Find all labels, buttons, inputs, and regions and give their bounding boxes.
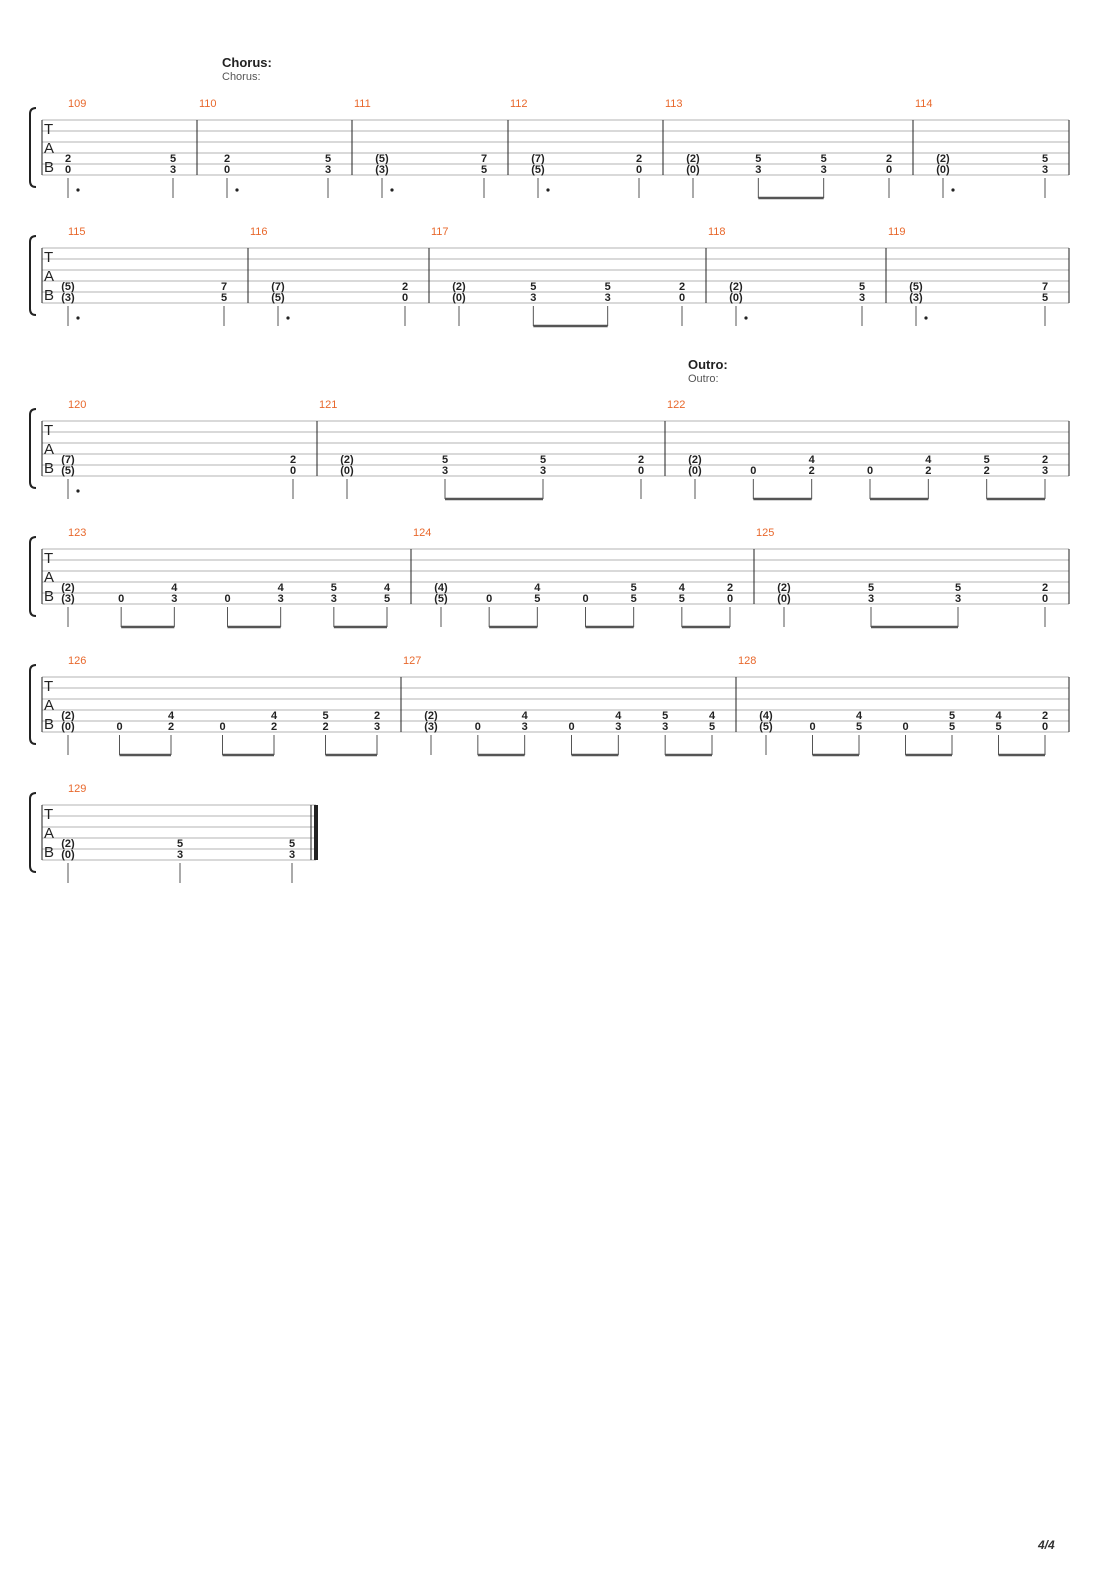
dot [286,316,289,319]
fret-number: 4 [383,582,391,594]
fret-number: 0 [726,593,734,605]
section-title-outro: Outro: [688,357,728,372]
fret-number: 3 [867,593,875,605]
dot [76,188,79,191]
fret-number: 3 [539,465,547,477]
system-bracket [30,793,36,872]
fret-number: (0) [688,465,702,477]
tab-clef-letter: T [44,121,54,138]
measure-number: 122 [667,399,686,411]
fret-number: 3 [615,721,622,733]
tab-clef-letter: T [44,249,54,266]
fret-number: (2) [340,454,354,466]
tab-clef-letter: B [44,588,55,605]
fret-number: 2 [289,454,297,466]
fret-number: 4 [995,710,1002,722]
fret-number: 3 [530,292,537,304]
fret-number: 4 [855,710,863,722]
fret-number: 0 [1041,593,1049,605]
fret-number: (0) [61,721,75,733]
fret-number: 5 [220,292,228,304]
fret-number: 5 [169,153,177,165]
measure-number: 127 [403,655,422,667]
fret-number: 3 [1041,465,1049,477]
tab-clef-letter: B [44,716,55,733]
fret-number: 5 [630,593,637,605]
fret-number: 7 [1041,281,1049,293]
fret-number: 2 [925,465,932,477]
fret-number: 4 [925,454,932,466]
fret-number: 5 [855,721,863,733]
fret-number: 4 [534,582,541,594]
fret-number: 5 [480,164,488,176]
fret-number: 0 [289,465,297,477]
fret-number: (2) [688,454,702,466]
fret-number: 5 [530,281,537,293]
fret-number: 2 [322,721,329,733]
fret-number: 2 [270,721,278,733]
fret-number: 5 [1041,292,1049,304]
measure-number: 115 [68,226,86,238]
fret-number: 3 [521,721,528,733]
fret-number: 0 [474,721,481,733]
fret-number: 2 [678,281,686,293]
measure-number: 118 [708,226,726,238]
fret-number: (5) [531,164,545,176]
fret-number: (2) [777,582,791,594]
fret-number: 3 [441,465,449,477]
tab-clef-letter: A [44,140,55,157]
fret-number: 5 [324,153,332,165]
fret-number: 5 [441,454,449,466]
fret-number: 5 [867,582,875,594]
fret-number: 4 [678,582,685,594]
fret-number: 0 [223,164,231,176]
fret-number: (0) [729,292,743,304]
fret-number: 2 [726,582,734,594]
fret-number: 5 [604,281,611,293]
tab-clef-letter: A [44,825,55,842]
fret-number: 4 [615,710,622,722]
fret-number: 5 [948,710,956,722]
fret-number: 2 [1041,710,1049,722]
fret-number: 0 [219,721,226,733]
tab-clef-letter: A [44,697,55,714]
fret-number: 5 [662,710,669,722]
tab-clef-letter: T [44,806,54,823]
measure-number: 116 [250,226,268,238]
tab-clef-letter: T [44,678,54,695]
section-subtitle-chorus: Chorus: [222,71,261,83]
measure-number: 126 [68,655,87,667]
fret-number: 4 [808,454,815,466]
fret-number: 0 [885,164,893,176]
section-subtitle-outro: Outro: [688,373,719,385]
fret-number: (2) [61,710,75,722]
measure-number: 112 [510,98,528,110]
fret-number: 2 [167,721,175,733]
fret-number: 0 [866,465,874,477]
fret-number: 2 [808,465,815,477]
measure-number: 125 [756,527,775,539]
measure-number: 124 [413,527,432,539]
fret-number: (2) [686,153,700,165]
dot [76,489,79,492]
fret-number: 0 [635,164,643,176]
fret-number: 5 [539,454,547,466]
fret-number: (7) [271,281,285,293]
tab-clef-letter: T [44,422,54,439]
fret-number: 0 [678,292,686,304]
dot [546,188,549,191]
fret-number: (3) [61,292,75,304]
fret-number: 2 [223,153,231,165]
fret-number: 3 [604,292,611,304]
tab-clef-letter: A [44,441,55,458]
fret-number: 0 [582,593,589,605]
page-number: 4/4 [1038,1538,1055,1552]
fret-number: 2 [983,465,990,477]
system-bracket [30,236,36,315]
fret-number: 0 [1041,721,1049,733]
system-bracket [30,409,36,488]
fret-number: 5 [288,838,296,850]
fret-number: 0 [486,593,493,605]
fret-number: (3) [424,721,438,733]
fret-number: 5 [858,281,866,293]
dot [744,316,747,319]
fret-number: 3 [1041,164,1049,176]
system-bracket [30,537,36,616]
tab-clef-letter: B [44,159,55,176]
fret-number: 4 [167,710,175,722]
tab-clef-letter: B [44,460,55,477]
fret-number: 5 [322,710,329,722]
measure-number: 119 [888,226,906,238]
fret-number: 3 [176,849,184,861]
fret-number: (3) [61,593,75,605]
measure-number: 123 [68,527,87,539]
fret-number: 5 [954,582,962,594]
measure-number: 113 [665,98,683,110]
fret-number: 3 [324,164,332,176]
fret-number: 0 [637,465,645,477]
fret-number: (0) [452,292,466,304]
fret-number: (0) [777,593,791,605]
fret-number: 5 [995,721,1002,733]
fret-number: 3 [277,593,284,605]
fret-number: (2) [424,710,438,722]
fret-number: 5 [708,721,716,733]
fret-number: 0 [401,292,409,304]
fret-number: 3 [662,721,669,733]
system-bracket [30,665,36,744]
fret-number: 2 [64,153,72,165]
fret-number: (3) [909,292,923,304]
measure-number: 109 [68,98,87,110]
fret-number: (2) [61,582,75,594]
fret-number: 4 [521,710,528,722]
measure-number: 129 [68,783,87,795]
fret-number: (7) [61,454,75,466]
fret-number: (4) [759,710,773,722]
fret-number: 0 [116,721,123,733]
fret-number: 7 [480,153,488,165]
fret-number: (5) [759,721,773,733]
fret-number: 3 [954,593,962,605]
fret-number: 3 [373,721,381,733]
fret-number: 4 [270,710,278,722]
fret-number: 5 [176,838,184,850]
fret-number: 5 [820,153,827,165]
tab-clef-letter: A [44,569,55,586]
fret-number: 0 [902,721,909,733]
fret-number: (0) [936,164,950,176]
tab-clef-letter: B [44,287,55,304]
fret-number: (2) [729,281,743,293]
fret-number: 3 [755,164,762,176]
fret-number: 2 [635,153,643,165]
measure-number: 110 [199,98,217,110]
fret-number: 0 [224,593,231,605]
fret-number: (5) [61,465,75,477]
fret-number: 0 [64,164,72,176]
measure-number: 117 [431,226,449,238]
fret-number: 5 [678,593,685,605]
fret-number: 5 [983,454,990,466]
fret-number: 3 [858,292,866,304]
fret-number: (3) [375,164,389,176]
fret-number: 4 [277,582,284,594]
fret-number: 7 [220,281,228,293]
fret-number: (5) [909,281,923,293]
fret-number: 5 [630,582,637,594]
fret-number: 2 [1041,582,1049,594]
measure-number: 128 [738,655,757,667]
fret-number: 2 [401,281,409,293]
fret-number: (7) [531,153,545,165]
fret-number: 5 [755,153,762,165]
fret-number: (2) [936,153,950,165]
dot [951,188,954,191]
fret-number: (0) [340,465,354,477]
measure-number: 111 [354,98,371,110]
fret-number: 5 [383,593,391,605]
fret-number: 5 [1041,153,1049,165]
measure-number: 120 [68,399,87,411]
system-bracket [30,108,36,187]
fret-number: (0) [61,849,75,861]
section-title-chorus: Chorus: [222,55,272,70]
fret-number: 3 [820,164,827,176]
fret-number: (2) [61,838,75,850]
fret-number: 3 [330,593,337,605]
dot [924,316,927,319]
fret-number: 2 [1041,454,1049,466]
fret-number: (2) [452,281,466,293]
tab-clef-letter: T [44,550,54,567]
fret-number: 3 [288,849,296,861]
final-barline [314,805,318,860]
fret-number: 3 [171,593,178,605]
fret-number: 0 [750,465,757,477]
fret-number: 2 [637,454,645,466]
fret-number: 0 [809,721,816,733]
dot [390,188,393,191]
fret-number: 2 [373,710,381,722]
fret-number: (4) [434,582,448,594]
fret-number: 0 [568,721,575,733]
fret-number: (5) [375,153,389,165]
fret-number: 4 [171,582,178,594]
fret-number: (5) [271,292,285,304]
measure-number: 114 [915,98,933,110]
measure-number: 121 [319,399,338,411]
fret-number: (5) [61,281,75,293]
fret-number: 4 [708,710,716,722]
tab-clef-letter: B [44,844,55,861]
fret-number: (0) [686,164,700,176]
dot [235,188,238,191]
fret-number: 5 [948,721,956,733]
fret-number: 3 [169,164,177,176]
dot [76,316,79,319]
fret-number: 5 [534,593,541,605]
fret-number: (5) [434,593,448,605]
fret-number: 5 [330,582,337,594]
tab-clef-letter: A [44,268,55,285]
fret-number: 0 [118,593,125,605]
fret-number: 2 [885,153,893,165]
